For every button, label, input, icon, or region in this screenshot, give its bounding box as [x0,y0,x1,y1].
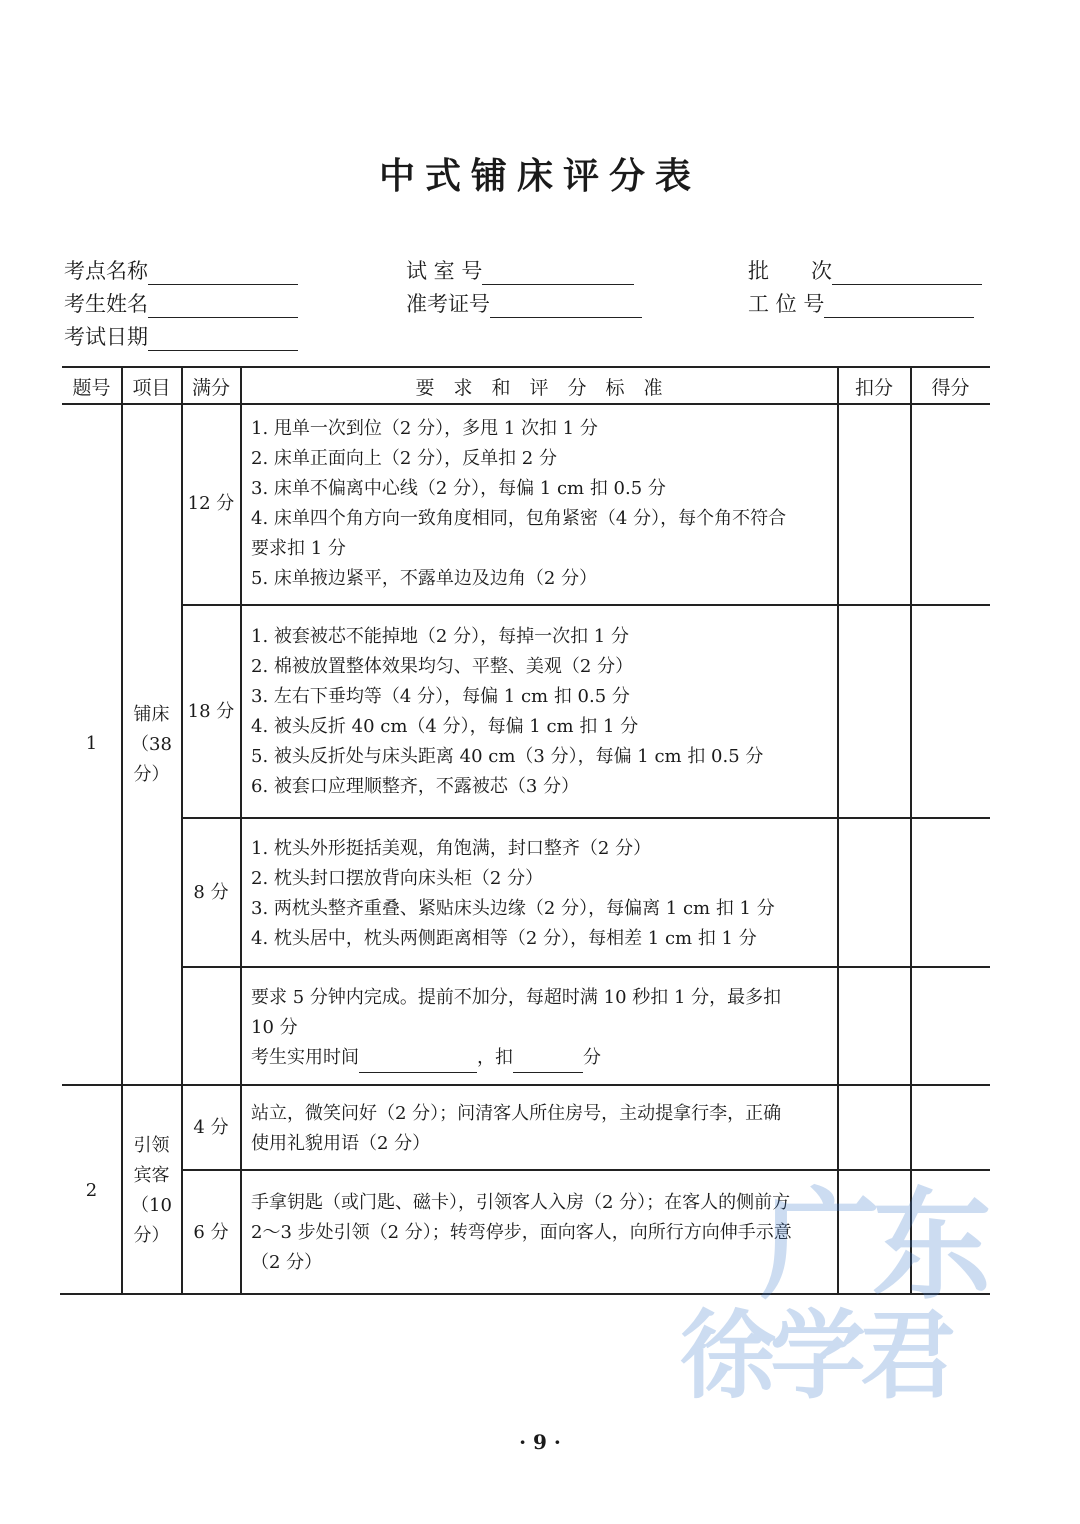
criteria-line: 4. 床单四个角方向一致角度相同，包角紧密（4 分），每个角不符合 [251,508,787,529]
q1-b1-criteria [251,414,831,594]
criteria-line: 1. 甩单一次到位（2 分），多甩 1 次扣 1 分 [251,418,598,439]
criteria-line: 2～3 步处引领（2 分）；转弯停步，面向客人，向所行方向伸手示意 [251,1222,792,1243]
row-divider [182,604,990,606]
page-number: · 9 · [519,1430,561,1454]
header-bottom-border [62,403,990,405]
header-deduct: 扣分 [854,377,893,399]
watermark-text: 广东 [760,1177,984,1316]
exam-date-field: 考试日期 [64,321,298,351]
q1-b3-score: 8 分 [193,882,229,903]
candidate-name-field: 考生姓名 [64,288,298,318]
q1-b4-criteria [251,983,831,1073]
room-no-field: 试 室 号 [406,255,634,285]
q1-b3-criteria [251,834,831,954]
q2-b1-score: 4 分 [193,1117,229,1138]
criteria-line: 2. 枕头封口摆放背向床头柜（2 分） [251,868,544,889]
criteria-line: 2. 床单正面向上（2 分），反单扣 2 分 [251,448,557,469]
criteria-line: 3. 两枕头整齐重叠、紧贴床头边缘（2 分），每偏离 1 cm 扣 1 分 [251,898,775,919]
criteria-line: 2. 棉被放置整体效果均匀、平整、美观（2 分） [251,656,634,677]
criteria-line: 5. 被头反折处与床头距离 40 cm（3 分），每偏 1 cm 扣 0.5 分 [251,746,764,767]
page-title: 中式铺床评分表 [378,156,701,197]
criteria-line: 10 分 [251,1017,298,1038]
criteria-line: 1. 被套被芯不能掉地（2 分），每掉一次扣 1 分 [251,626,629,647]
time-blank [359,1050,477,1073]
table-top-border [62,366,990,368]
watermark-text: 徐学君 [680,1300,950,1412]
admission-no-field: 准考证号 [406,288,642,318]
q1-b1-score: 12 分 [187,493,235,514]
criteria-line: 1. 枕头外形挺括美观，角饱满，封口整齐（2 分） [251,838,652,859]
header-score: 得分 [931,377,970,399]
q1-b2-score: 18 分 [187,701,235,722]
criteria-line: 站立，微笑问好（2 分）；问清客人所住房号，主动提拿行李，正确 [251,1103,782,1124]
q2-item-label: 引领 宾客 （10 分） [131,1135,172,1246]
deduct-blank [513,1050,583,1073]
criteria-line: 3. 床单不偏离中心线（2 分），每偏 1 cm 扣 0.5 分 [251,478,666,499]
station-no-field: 工 位 号 [748,288,974,318]
q2-number: 2 [85,1180,98,1201]
q1-number: 1 [85,733,98,754]
criteria-line: 6. 被套口应理顺整齐，不露被芯（3 分） [251,776,580,797]
row-divider [182,817,990,819]
q1-b2-criteria [251,622,831,802]
q2-b2-criteria [251,1188,831,1278]
q2-b1-criteria [251,1099,831,1159]
criteria-line: （2 分） [251,1252,323,1273]
column-divider [240,367,242,1294]
criteria-line: 要求扣 1 分 [251,538,346,559]
batch-field: 批 次 [748,255,982,285]
criteria-line: 使用礼貌用语（2 分） [251,1133,431,1154]
row-divider [62,1084,990,1086]
criteria-line: 手拿钥匙（或门匙、磁卡），引领客人入房（2 分）；在客人的侧前方 [251,1192,791,1213]
exam-site-field: 考点名称 [64,255,298,285]
criteria-line: 要求 5 分钟内完成。提前不加分，每超时满 10 秒扣 1 分，最多扣 [251,987,782,1008]
criteria-line: 4. 枕头居中，枕头两侧距离相等（2 分），每相差 1 cm 扣 1 分 [251,928,757,949]
row-divider [182,966,990,968]
header-item: 项目 [132,377,171,399]
header-full-score: 满分 [191,377,230,399]
header-criteria: 要 求 和 评 分 标 准 [415,377,663,399]
criteria-line: 3. 左右下垂均等（4 分），每偏 1 cm 扣 0.5 分 [251,686,630,707]
q1-item-label: 铺床 （38 分） [131,704,172,785]
q2-b2-score: 6 分 [193,1222,229,1243]
time-record-line: 考生实用时间 ，扣 分 [251,1043,831,1073]
header-no: 题号 [72,377,111,399]
criteria-line: 5. 床单掖边紧平，不露单边及边角（2 分） [251,568,598,589]
criteria-line: 4. 被头反折 40 cm（4 分），每偏 1 cm 扣 1 分 [251,716,639,737]
